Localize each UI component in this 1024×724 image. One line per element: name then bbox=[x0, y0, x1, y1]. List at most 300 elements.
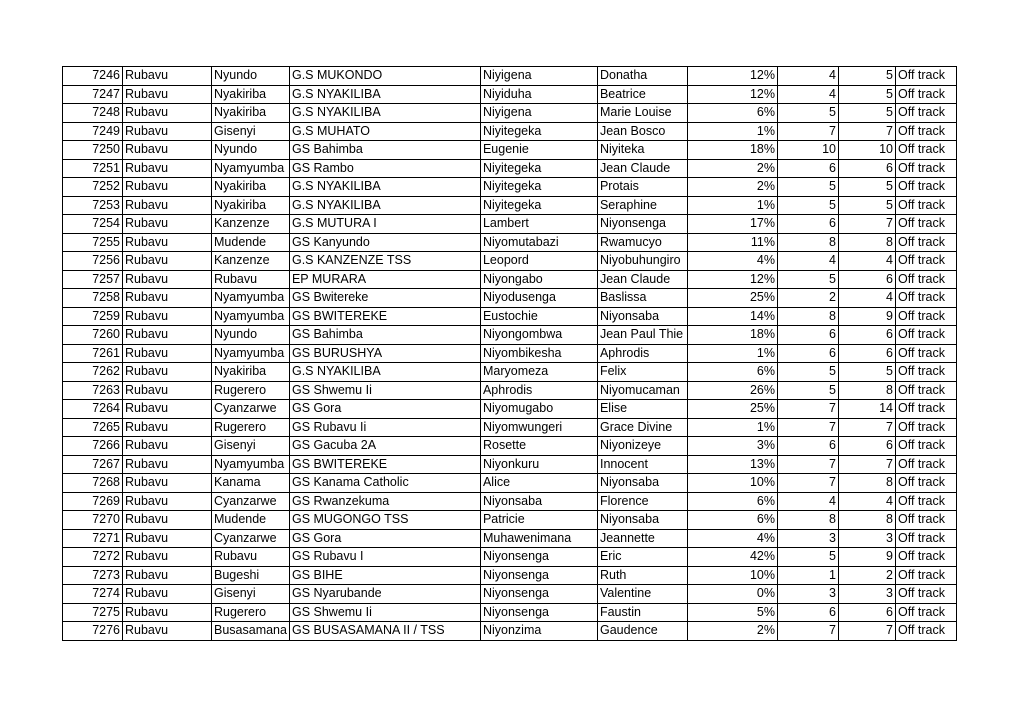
row-id-cell: 7257 bbox=[63, 270, 123, 289]
sector-cell: Kanzenze bbox=[212, 252, 290, 271]
last-name-cell: Niyonsenga bbox=[480, 548, 597, 567]
first-name-cell: Faustin bbox=[597, 603, 687, 622]
sector-cell: Rugerero bbox=[212, 603, 290, 622]
status-cell: Off track bbox=[895, 122, 956, 141]
last-name-cell: Eustochie bbox=[480, 307, 597, 326]
value1-cell: 10 bbox=[777, 141, 838, 160]
district-cell: Rubavu bbox=[123, 455, 212, 474]
district-cell: Rubavu bbox=[123, 67, 212, 86]
percent-cell: 1% bbox=[687, 344, 777, 363]
school-cell: G.S NYAKILIBA bbox=[289, 178, 480, 197]
school-cell: G.S KANZENZE TSS bbox=[289, 252, 480, 271]
district-cell: Rubavu bbox=[123, 585, 212, 604]
sector-cell: Busasamana bbox=[212, 622, 290, 641]
value1-cell: 4 bbox=[777, 67, 838, 86]
status-cell: Off track bbox=[895, 511, 956, 530]
last-name-cell: Alice bbox=[480, 474, 597, 493]
last-name-cell: Lambert bbox=[480, 215, 597, 234]
sector-cell: Rubavu bbox=[212, 548, 290, 567]
row-id-cell: 7247 bbox=[63, 85, 123, 104]
value1-cell: 6 bbox=[777, 603, 838, 622]
status-cell: Off track bbox=[895, 566, 956, 585]
sector-cell: Cyanzarwe bbox=[212, 400, 290, 419]
percent-cell: 6% bbox=[687, 363, 777, 382]
status-cell: Off track bbox=[895, 492, 956, 511]
sector-cell: Nyamyumba bbox=[212, 159, 290, 178]
school-cell: GS Kanyundo bbox=[289, 233, 480, 252]
value1-cell: 1 bbox=[777, 566, 838, 585]
district-cell: Rubavu bbox=[123, 141, 212, 160]
first-name-cell: Protais bbox=[597, 178, 687, 197]
status-cell: Off track bbox=[895, 104, 956, 123]
table-row bbox=[63, 363, 957, 382]
percent-cell: 4% bbox=[687, 252, 777, 271]
first-name-cell: Beatrice bbox=[597, 85, 687, 104]
value1-cell: 5 bbox=[777, 381, 838, 400]
first-name-cell: Niyonsaba bbox=[597, 474, 687, 493]
last-name-cell: Rosette bbox=[480, 437, 597, 456]
table-row bbox=[63, 603, 957, 622]
percent-cell: 1% bbox=[687, 196, 777, 215]
table-row bbox=[63, 85, 957, 104]
table-row bbox=[63, 437, 957, 456]
first-name-cell: Jean Claude bbox=[597, 270, 687, 289]
value2-cell: 8 bbox=[838, 381, 895, 400]
percent-cell: 13% bbox=[687, 455, 777, 474]
first-name-cell: Niyonsaba bbox=[597, 511, 687, 530]
sector-cell: Bugeshi bbox=[212, 566, 290, 585]
value1-cell: 7 bbox=[777, 622, 838, 641]
percent-cell: 1% bbox=[687, 418, 777, 437]
status-cell: Off track bbox=[895, 437, 956, 456]
sector-cell: Gisenyi bbox=[212, 122, 290, 141]
last-name-cell: Niyomutabazi bbox=[480, 233, 597, 252]
sector-cell: Nyundo bbox=[212, 67, 290, 86]
row-id-cell: 7273 bbox=[63, 566, 123, 585]
value1-cell: 7 bbox=[777, 418, 838, 437]
status-cell: Off track bbox=[895, 622, 956, 641]
value1-cell: 7 bbox=[777, 122, 838, 141]
value2-cell: 3 bbox=[838, 585, 895, 604]
table-row bbox=[63, 307, 957, 326]
table-row bbox=[63, 252, 957, 271]
value2-cell: 9 bbox=[838, 548, 895, 567]
last-name-cell: Aphrodis bbox=[480, 381, 597, 400]
school-cell: GS Rambo bbox=[289, 159, 480, 178]
percent-cell: 25% bbox=[687, 289, 777, 308]
school-cell: GS Rwanzekuma bbox=[289, 492, 480, 511]
status-cell: Off track bbox=[895, 363, 956, 382]
table-row bbox=[63, 344, 957, 363]
table-row bbox=[63, 455, 957, 474]
sector-cell: Nyamyumba bbox=[212, 455, 290, 474]
first-name-cell: Felix bbox=[597, 363, 687, 382]
value1-cell: 5 bbox=[777, 363, 838, 382]
row-id-cell: 7258 bbox=[63, 289, 123, 308]
value2-cell: 7 bbox=[838, 418, 895, 437]
value2-cell: 4 bbox=[838, 289, 895, 308]
status-cell: Off track bbox=[895, 289, 956, 308]
first-name-cell: Jean Claude bbox=[597, 159, 687, 178]
district-cell: Rubavu bbox=[123, 363, 212, 382]
school-cell: GS Rubavu Ii bbox=[289, 418, 480, 437]
status-cell: Off track bbox=[895, 381, 956, 400]
percent-cell: 18% bbox=[687, 326, 777, 345]
last-name-cell: Niyigena bbox=[480, 104, 597, 123]
value1-cell: 6 bbox=[777, 437, 838, 456]
sector-cell: Nyakiriba bbox=[212, 196, 290, 215]
percent-cell: 2% bbox=[687, 159, 777, 178]
last-name-cell: Niyomwungeri bbox=[480, 418, 597, 437]
last-name-cell: Niyitegeka bbox=[480, 122, 597, 141]
percent-cell: 26% bbox=[687, 381, 777, 400]
district-cell: Rubavu bbox=[123, 381, 212, 400]
sector-cell: Nyamyumba bbox=[212, 289, 290, 308]
sector-cell: Mudende bbox=[212, 233, 290, 252]
sector-cell: Rugerero bbox=[212, 418, 290, 437]
school-cell: G.S NYAKILIBA bbox=[289, 104, 480, 123]
value2-cell: 4 bbox=[838, 252, 895, 271]
row-id-cell: 7250 bbox=[63, 141, 123, 160]
first-name-cell: Aphrodis bbox=[597, 344, 687, 363]
value2-cell: 8 bbox=[838, 233, 895, 252]
percent-cell: 12% bbox=[687, 270, 777, 289]
row-id-cell: 7266 bbox=[63, 437, 123, 456]
value2-cell: 4 bbox=[838, 492, 895, 511]
last-name-cell: Leopord bbox=[480, 252, 597, 271]
value1-cell: 3 bbox=[777, 585, 838, 604]
value1-cell: 6 bbox=[777, 215, 838, 234]
sector-cell: Nyakiriba bbox=[212, 104, 290, 123]
school-cell: GS Bahimba bbox=[289, 326, 480, 345]
data-table bbox=[62, 66, 957, 641]
district-cell: Rubavu bbox=[123, 492, 212, 511]
value2-cell: 5 bbox=[838, 178, 895, 197]
value2-cell: 8 bbox=[838, 474, 895, 493]
percent-cell: 12% bbox=[687, 85, 777, 104]
row-id-cell: 7253 bbox=[63, 196, 123, 215]
row-id-cell: 7275 bbox=[63, 603, 123, 622]
sector-cell: Mudende bbox=[212, 511, 290, 530]
status-cell: Off track bbox=[895, 67, 956, 86]
sector-cell: Gisenyi bbox=[212, 585, 290, 604]
value2-cell: 2 bbox=[838, 566, 895, 585]
status-cell: Off track bbox=[895, 344, 956, 363]
last-name-cell: Niyiduha bbox=[480, 85, 597, 104]
value1-cell: 7 bbox=[777, 474, 838, 493]
row-id-cell: 7267 bbox=[63, 455, 123, 474]
school-cell: GS Bwitereke bbox=[289, 289, 480, 308]
percent-cell: 14% bbox=[687, 307, 777, 326]
table-row bbox=[63, 381, 957, 400]
last-name-cell: Niyongabo bbox=[480, 270, 597, 289]
sector-cell: Cyanzarwe bbox=[212, 492, 290, 511]
row-id-cell: 7274 bbox=[63, 585, 123, 604]
row-id-cell: 7263 bbox=[63, 381, 123, 400]
percent-cell: 25% bbox=[687, 400, 777, 419]
school-cell: G.S MUKONDO bbox=[289, 67, 480, 86]
last-name-cell: Niyombikesha bbox=[480, 344, 597, 363]
value1-cell: 8 bbox=[777, 233, 838, 252]
status-cell: Off track bbox=[895, 85, 956, 104]
value2-cell: 5 bbox=[838, 85, 895, 104]
value1-cell: 7 bbox=[777, 400, 838, 419]
table-row bbox=[63, 141, 957, 160]
status-cell: Off track bbox=[895, 418, 956, 437]
value1-cell: 4 bbox=[777, 252, 838, 271]
value2-cell: 3 bbox=[838, 529, 895, 548]
value1-cell: 6 bbox=[777, 159, 838, 178]
last-name-cell: Niyitegeka bbox=[480, 159, 597, 178]
row-id-cell: 7252 bbox=[63, 178, 123, 197]
school-cell: GS BWITEREKE bbox=[289, 307, 480, 326]
row-id-cell: 7251 bbox=[63, 159, 123, 178]
district-cell: Rubavu bbox=[123, 326, 212, 345]
status-cell: Off track bbox=[895, 474, 956, 493]
sector-cell: Gisenyi bbox=[212, 437, 290, 456]
value1-cell: 2 bbox=[777, 289, 838, 308]
row-id-cell: 7248 bbox=[63, 104, 123, 123]
sector-cell: Nyakiriba bbox=[212, 363, 290, 382]
row-id-cell: 7256 bbox=[63, 252, 123, 271]
last-name-cell: Patricie bbox=[480, 511, 597, 530]
district-cell: Rubavu bbox=[123, 215, 212, 234]
district-cell: Rubavu bbox=[123, 159, 212, 178]
last-name-cell: Maryomeza bbox=[480, 363, 597, 382]
status-cell: Off track bbox=[895, 215, 956, 234]
table-row bbox=[63, 511, 957, 530]
last-name-cell: Niyigena bbox=[480, 67, 597, 86]
last-name-cell: Niyonsenga bbox=[480, 566, 597, 585]
first-name-cell: Niyomucaman bbox=[597, 381, 687, 400]
school-cell: GS Shwemu Ii bbox=[289, 603, 480, 622]
district-cell: Rubavu bbox=[123, 603, 212, 622]
first-name-cell: Ruth bbox=[597, 566, 687, 585]
district-cell: Rubavu bbox=[123, 289, 212, 308]
percent-cell: 5% bbox=[687, 603, 777, 622]
row-id-cell: 7249 bbox=[63, 122, 123, 141]
first-name-cell: Jeannette bbox=[597, 529, 687, 548]
value2-cell: 6 bbox=[838, 437, 895, 456]
last-name-cell: Niyitegeka bbox=[480, 178, 597, 197]
percent-cell: 0% bbox=[687, 585, 777, 604]
value1-cell: 4 bbox=[777, 85, 838, 104]
first-name-cell: Valentine bbox=[597, 585, 687, 604]
table-row bbox=[63, 233, 957, 252]
value2-cell: 8 bbox=[838, 511, 895, 530]
value2-cell: 5 bbox=[838, 196, 895, 215]
percent-cell: 11% bbox=[687, 233, 777, 252]
table-row bbox=[63, 178, 957, 197]
status-cell: Off track bbox=[895, 529, 956, 548]
last-name-cell: Niyonkuru bbox=[480, 455, 597, 474]
row-id-cell: 7276 bbox=[63, 622, 123, 641]
value2-cell: 6 bbox=[838, 270, 895, 289]
sector-cell: Nyundo bbox=[212, 141, 290, 160]
value2-cell: 9 bbox=[838, 307, 895, 326]
district-cell: Rubavu bbox=[123, 511, 212, 530]
school-cell: GS BIHE bbox=[289, 566, 480, 585]
value1-cell: 3 bbox=[777, 529, 838, 548]
status-cell: Off track bbox=[895, 455, 956, 474]
value2-cell: 14 bbox=[838, 400, 895, 419]
value1-cell: 7 bbox=[777, 455, 838, 474]
status-cell: Off track bbox=[895, 233, 956, 252]
district-cell: Rubavu bbox=[123, 474, 212, 493]
value2-cell: 6 bbox=[838, 159, 895, 178]
first-name-cell: Niyonizeye bbox=[597, 437, 687, 456]
row-id-cell: 7262 bbox=[63, 363, 123, 382]
value2-cell: 7 bbox=[838, 215, 895, 234]
percent-cell: 1% bbox=[687, 122, 777, 141]
sector-cell: Nyakiriba bbox=[212, 178, 290, 197]
sector-cell: Kanzenze bbox=[212, 215, 290, 234]
row-id-cell: 7272 bbox=[63, 548, 123, 567]
table-row bbox=[63, 566, 957, 585]
status-cell: Off track bbox=[895, 178, 956, 197]
school-cell: GS Gacuba 2A bbox=[289, 437, 480, 456]
sector-cell: Kanama bbox=[212, 474, 290, 493]
percent-cell: 10% bbox=[687, 474, 777, 493]
first-name-cell: Innocent bbox=[597, 455, 687, 474]
row-id-cell: 7265 bbox=[63, 418, 123, 437]
table-row bbox=[63, 529, 957, 548]
value2-cell: 5 bbox=[838, 363, 895, 382]
district-cell: Rubavu bbox=[123, 437, 212, 456]
first-name-cell: Rwamucyo bbox=[597, 233, 687, 252]
first-name-cell: Niyobuhungiro bbox=[597, 252, 687, 271]
last-name-cell: Niyomugabo bbox=[480, 400, 597, 419]
first-name-cell: Jean Paul Thie bbox=[597, 326, 687, 345]
first-name-cell: Elise bbox=[597, 400, 687, 419]
percent-cell: 2% bbox=[687, 178, 777, 197]
status-cell: Off track bbox=[895, 252, 956, 271]
row-id-cell: 7254 bbox=[63, 215, 123, 234]
percent-cell: 3% bbox=[687, 437, 777, 456]
percent-cell: 6% bbox=[687, 511, 777, 530]
sector-cell: Nyamyumba bbox=[212, 344, 290, 363]
district-cell: Rubavu bbox=[123, 307, 212, 326]
district-cell: Rubavu bbox=[123, 344, 212, 363]
first-name-cell: Niyonsenga bbox=[597, 215, 687, 234]
table-row bbox=[63, 326, 957, 345]
row-id-cell: 7269 bbox=[63, 492, 123, 511]
school-cell: GS Kanama Catholic bbox=[289, 474, 480, 493]
table-row bbox=[63, 400, 957, 419]
percent-cell: 10% bbox=[687, 566, 777, 585]
last-name-cell: Niyonsenga bbox=[480, 603, 597, 622]
status-cell: Off track bbox=[895, 159, 956, 178]
last-name-cell: Muhawenimana bbox=[480, 529, 597, 548]
value2-cell: 7 bbox=[838, 622, 895, 641]
last-name-cell: Niyongombwa bbox=[480, 326, 597, 345]
table-row bbox=[63, 196, 957, 215]
table-body bbox=[63, 67, 957, 641]
status-cell: Off track bbox=[895, 270, 956, 289]
first-name-cell: Grace Divine bbox=[597, 418, 687, 437]
last-name-cell: Niyitegeka bbox=[480, 196, 597, 215]
value1-cell: 5 bbox=[777, 178, 838, 197]
first-name-cell: Niyonsaba bbox=[597, 307, 687, 326]
district-cell: Rubavu bbox=[123, 270, 212, 289]
district-cell: Rubavu bbox=[123, 233, 212, 252]
status-cell: Off track bbox=[895, 585, 956, 604]
row-id-cell: 7271 bbox=[63, 529, 123, 548]
school-cell: GS MUGONGO TSS bbox=[289, 511, 480, 530]
table-row bbox=[63, 104, 957, 123]
sector-cell: Rubavu bbox=[212, 270, 290, 289]
value2-cell: 5 bbox=[838, 67, 895, 86]
value1-cell: 5 bbox=[777, 548, 838, 567]
table-row bbox=[63, 548, 957, 567]
value1-cell: 4 bbox=[777, 492, 838, 511]
table-row bbox=[63, 270, 957, 289]
status-cell: Off track bbox=[895, 141, 956, 160]
percent-cell: 17% bbox=[687, 215, 777, 234]
district-cell: Rubavu bbox=[123, 548, 212, 567]
row-id-cell: 7255 bbox=[63, 233, 123, 252]
status-cell: Off track bbox=[895, 326, 956, 345]
percent-cell: 6% bbox=[687, 492, 777, 511]
district-cell: Rubavu bbox=[123, 196, 212, 215]
last-name-cell: Niyonzima bbox=[480, 622, 597, 641]
row-id-cell: 7268 bbox=[63, 474, 123, 493]
first-name-cell: Seraphine bbox=[597, 196, 687, 215]
table-row bbox=[63, 492, 957, 511]
district-cell: Rubavu bbox=[123, 252, 212, 271]
value2-cell: 10 bbox=[838, 141, 895, 160]
value1-cell: 6 bbox=[777, 326, 838, 345]
school-cell: G.S NYAKILIBA bbox=[289, 196, 480, 215]
percent-cell: 12% bbox=[687, 67, 777, 86]
district-cell: Rubavu bbox=[123, 566, 212, 585]
percent-cell: 2% bbox=[687, 622, 777, 641]
school-cell: G.S NYAKILIBA bbox=[289, 85, 480, 104]
row-id-cell: 7264 bbox=[63, 400, 123, 419]
school-cell: GS BURUSHYA bbox=[289, 344, 480, 363]
row-id-cell: 7246 bbox=[63, 67, 123, 86]
sector-cell: Rugerero bbox=[212, 381, 290, 400]
district-cell: Rubavu bbox=[123, 529, 212, 548]
school-cell: GS Rubavu I bbox=[289, 548, 480, 567]
value2-cell: 6 bbox=[838, 344, 895, 363]
table-row bbox=[63, 122, 957, 141]
first-name-cell: Marie Louise bbox=[597, 104, 687, 123]
last-name-cell: Eugenie bbox=[480, 141, 597, 160]
school-cell: GS Gora bbox=[289, 529, 480, 548]
table-row bbox=[63, 215, 957, 234]
district-cell: Rubavu bbox=[123, 122, 212, 141]
table-row bbox=[63, 67, 957, 86]
row-id-cell: 7260 bbox=[63, 326, 123, 345]
value2-cell: 7 bbox=[838, 455, 895, 474]
percent-cell: 42% bbox=[687, 548, 777, 567]
value2-cell: 6 bbox=[838, 326, 895, 345]
row-id-cell: 7270 bbox=[63, 511, 123, 530]
percent-cell: 6% bbox=[687, 104, 777, 123]
table-row bbox=[63, 418, 957, 437]
status-cell: Off track bbox=[895, 196, 956, 215]
school-cell: G.S MUTURA I bbox=[289, 215, 480, 234]
value1-cell: 8 bbox=[777, 307, 838, 326]
first-name-cell: Jean Bosco bbox=[597, 122, 687, 141]
first-name-cell: Baslissa bbox=[597, 289, 687, 308]
first-name-cell: Niyiteka bbox=[597, 141, 687, 160]
table-row bbox=[63, 474, 957, 493]
sector-cell: Cyanzarwe bbox=[212, 529, 290, 548]
district-cell: Rubavu bbox=[123, 400, 212, 419]
value1-cell: 8 bbox=[777, 511, 838, 530]
